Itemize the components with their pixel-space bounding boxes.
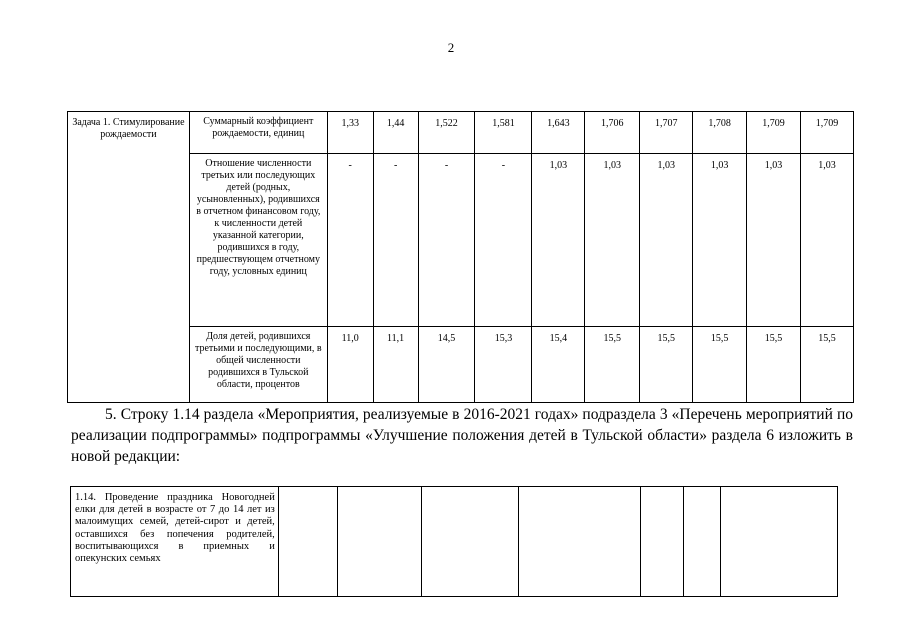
value-cell: 1,706 <box>585 112 640 154</box>
amendment-text: 5. Строку 1.14 раздела «Мероприятия, реализуемые в 2016-2021 годах» подраздела 3 «Перечень мероприятий по реализации подпрограммы» подпрограммы «Улучшение положения детей в Тульской области» раздела 6 изложить в новой редакции: <box>71 406 853 465</box>
value-cell: 1,643 <box>532 112 585 154</box>
value-cell: 15,5 <box>585 327 640 403</box>
value-cell: 1,33 <box>327 112 373 154</box>
indicator-cell: Суммарный коэффициент рождаемости, единиц <box>189 112 327 154</box>
value-cell: 1,707 <box>640 112 693 154</box>
indicators-table <box>67 111 854 403</box>
task-cell: Задача 1. Стимулирование рождаемости <box>68 112 190 403</box>
value-cell: 1,03 <box>693 154 747 327</box>
value-cell: - <box>475 154 532 327</box>
value-cell: 1,709 <box>801 112 854 154</box>
value-cell: 14,5 <box>418 327 475 403</box>
value-cell: 11,1 <box>373 327 418 403</box>
indicator-cell: Доля детей, родившихся третьими и последующими, в общей численности родившихся в Тульской области, процентов <box>189 327 327 403</box>
page-number: 2 <box>447 40 455 55</box>
value-cell: 1,03 <box>801 154 854 327</box>
value-cell: 1,44 <box>373 112 418 154</box>
empty-cell <box>641 487 684 597</box>
value-cell: 1,03 <box>747 154 801 327</box>
amendment-paragraph <box>71 404 853 467</box>
value-cell: 15,5 <box>640 327 693 403</box>
empty-cell <box>421 487 519 597</box>
value-cell: 1,709 <box>747 112 801 154</box>
table-row <box>68 112 854 154</box>
value-cell: 1,03 <box>532 154 585 327</box>
value-cell: 15,4 <box>532 327 585 403</box>
value-cell: - <box>373 154 418 327</box>
value-cell: 1,522 <box>418 112 475 154</box>
empty-cell <box>337 487 421 597</box>
value-cell: 15,5 <box>801 327 854 403</box>
empty-cell <box>721 487 838 597</box>
empty-cell <box>519 487 641 597</box>
value-cell: 15,3 <box>475 327 532 403</box>
value-cell: - <box>418 154 475 327</box>
table-row <box>71 487 838 597</box>
value-cell: 15,5 <box>693 327 747 403</box>
value-cell: 1,581 <box>475 112 532 154</box>
value-cell: 1,03 <box>640 154 693 327</box>
empty-cell <box>278 487 337 597</box>
activity-table <box>70 486 838 597</box>
value-cell: - <box>327 154 373 327</box>
value-cell: 1,03 <box>585 154 640 327</box>
value-cell: 11,0 <box>327 327 373 403</box>
value-cell: 15,5 <box>747 327 801 403</box>
indicator-cell: Отношение численности третьих или последующих детей (родных, усыновленных), родившихся в отчетном финансовом году, к численности детей указанной категории, родившихся в году, предшествующем отчетному году, условных единиц <box>189 154 327 327</box>
empty-cell <box>684 487 721 597</box>
activity-cell: 1.14. Проведение праздника Новогодней елки для детей в возрасте от 7 до 14 лет из малоимущих семей, детей-сирот и детей, оставшихся без попечения родителей, воспитывающихся в приемных и опекунских семьях <box>71 487 279 597</box>
value-cell: 1,708 <box>693 112 747 154</box>
